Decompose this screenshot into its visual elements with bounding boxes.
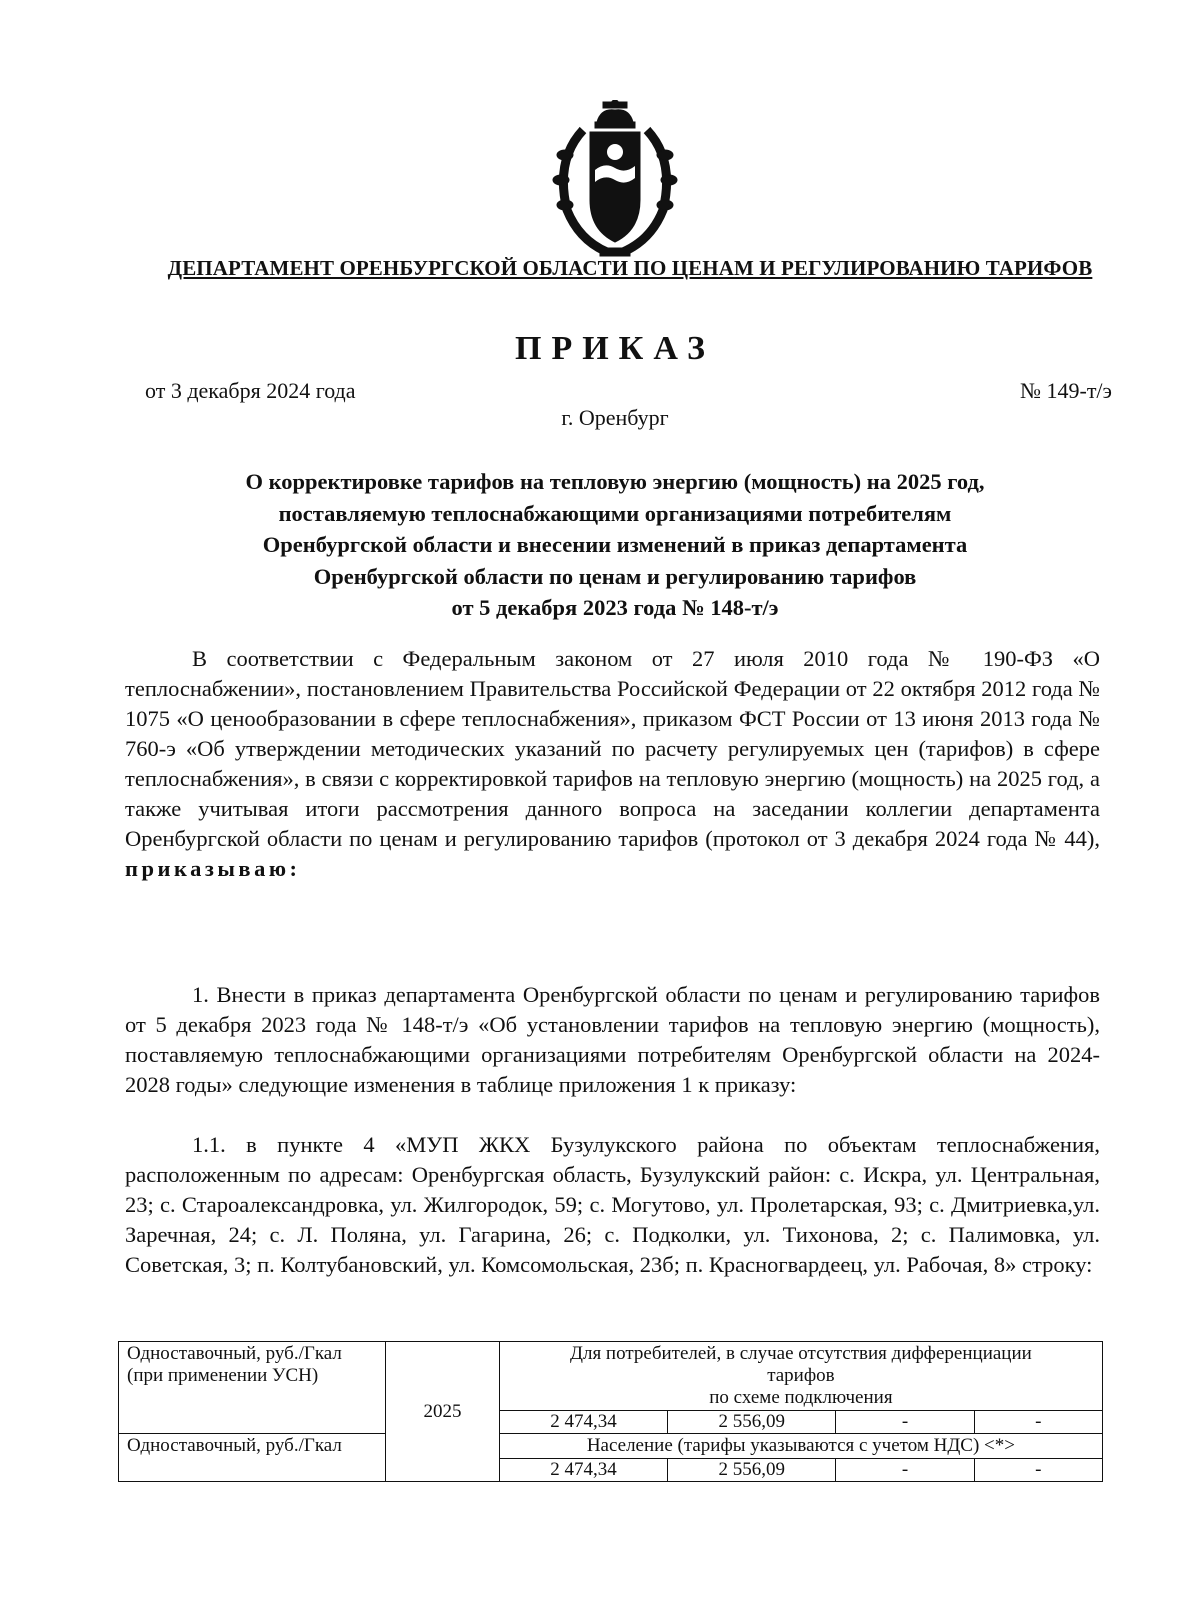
subject-line: поставляемую теплоснабжающими организациями потребителям (278, 500, 952, 526)
table-row (119, 1342, 1103, 1411)
table-cell-value: 2 474,34 (499, 1411, 667, 1434)
coat-of-arms-emblem (545, 100, 685, 260)
preamble-paragraph (125, 644, 1100, 884)
table-cell-value: - (974, 1411, 1102, 1434)
tariff-table (118, 1341, 1103, 1482)
order-number: № 149-т/э (1020, 378, 1112, 403)
table-row (119, 1434, 1103, 1459)
table-cell-year: 2025 (386, 1342, 500, 1482)
item-1-1-paragraph: 1.1. в пункте 4 «МУП ЖКХ Бузулукского района по объектам теплоснабжения, расположенным по адресам: Оренбургская область, Бузулукский район: с. Искра, ул. Центральная, 23; с. Староалександровка, ул. Жилгородок, 59; с. Могутово, ул. Пролетарская, 93; с. Дмитриевка,ул. Заречная, 24; с. Л. Поляна, ул. Гагарина, 26; с. Подколки, ул. Тихонова, 2; с. Палимовка, ул. Советская, 3; п. Колтубановский, ул. Комсомольская, 23б; п. Красногвардеец, ул. Рабочая, 8» строку: (125, 1132, 1100, 1277)
order-date: от 3 декабря 2024 года (145, 378, 356, 403)
table-cell-value: 2 556,09 (668, 1459, 836, 1482)
subject-line: Оренбургской области и внесении изменений в приказ департамента (262, 532, 968, 557)
table-cell-value: - (836, 1459, 974, 1482)
table-cell-value: 2 474,34 (499, 1459, 667, 1482)
preamble-text: В соответствии с Федеральным законом от 27 июля 2010 года № 190-ФЗ «О теплоснабжении», постановлением Правительства Российской Федерации от 22 октября 2012 года № 1075 «О ценообразовании в сфере теплоснабжения», приказом ФСТ России от 13 июня 2013 года № 760-э «Об утверждении методических указаний по расчету регулируемых цен (тарифов) в сфере теплоснабжения», в связи с корректировкой тарифов на тепловую энергию (мощность) на 2025 год, а также учитывая итоги рассмотрения данного вопроса на заседании коллегии департамента Оренбургской области по ценам и регулированию тарифов (протокол от 3 декабря 2024 года № 44), (125, 646, 1100, 851)
consumer-group-line: по схеме подключения (709, 1387, 893, 1408)
table-cell-value: 2 556,09 (668, 1411, 836, 1434)
subject-line: от 5 декабря 2023 года № 148-т/э (451, 595, 779, 620)
table-cell-consumer-group (499, 1342, 1102, 1411)
document-type-title: ПРИКАЗ (515, 330, 715, 367)
order-subject (150, 466, 1080, 624)
table-cell-tariff-type: Одноставочный, руб./Гкал (119, 1434, 386, 1482)
consumer-group-line: тарифов (767, 1365, 835, 1386)
table-cell-value: - (836, 1411, 974, 1434)
table-cell-consumer-group: Население (тарифы указываются с учетом НДС) <*> (499, 1434, 1102, 1459)
item-1-paragraph: 1. Внести в приказ департамента Оренбургской области по ценам и регулированию тарифов от 5 декабря 2023 года № 148-т/э «Об установлении тарифов на тепловую энергию (мощность), поставляемую теплоснабжающими организациями потребителям Оренбургской области на 2024-2028 годы» следующие изменения в таблице приложения 1 к приказу: (125, 982, 1100, 1097)
department-name: ДЕПАРТАМЕНТ ОРЕНБУРГСКОЙ ОБЛАСТИ ПО ЦЕНАМ И РЕГУЛИРОВАНИЮ ТАРИФОВ (167, 256, 1093, 280)
table-cell-tariff-type: Одноставочный, руб./Гкал (при применении УСН) (119, 1342, 386, 1434)
subject-line: Оренбургской области по ценам и регулированию тарифов (313, 563, 917, 589)
table-cell-value: - (974, 1459, 1102, 1482)
order-word: приказываю: (125, 856, 301, 881)
consumer-group-line: Для потребителей, в случае отсутствия дифференциации (570, 1343, 1032, 1364)
subject-line: О корректировке тарифов на тепловую энергию (мощность) на 2025 год, (245, 469, 985, 494)
issue-city: г. Оренбург (561, 405, 669, 430)
